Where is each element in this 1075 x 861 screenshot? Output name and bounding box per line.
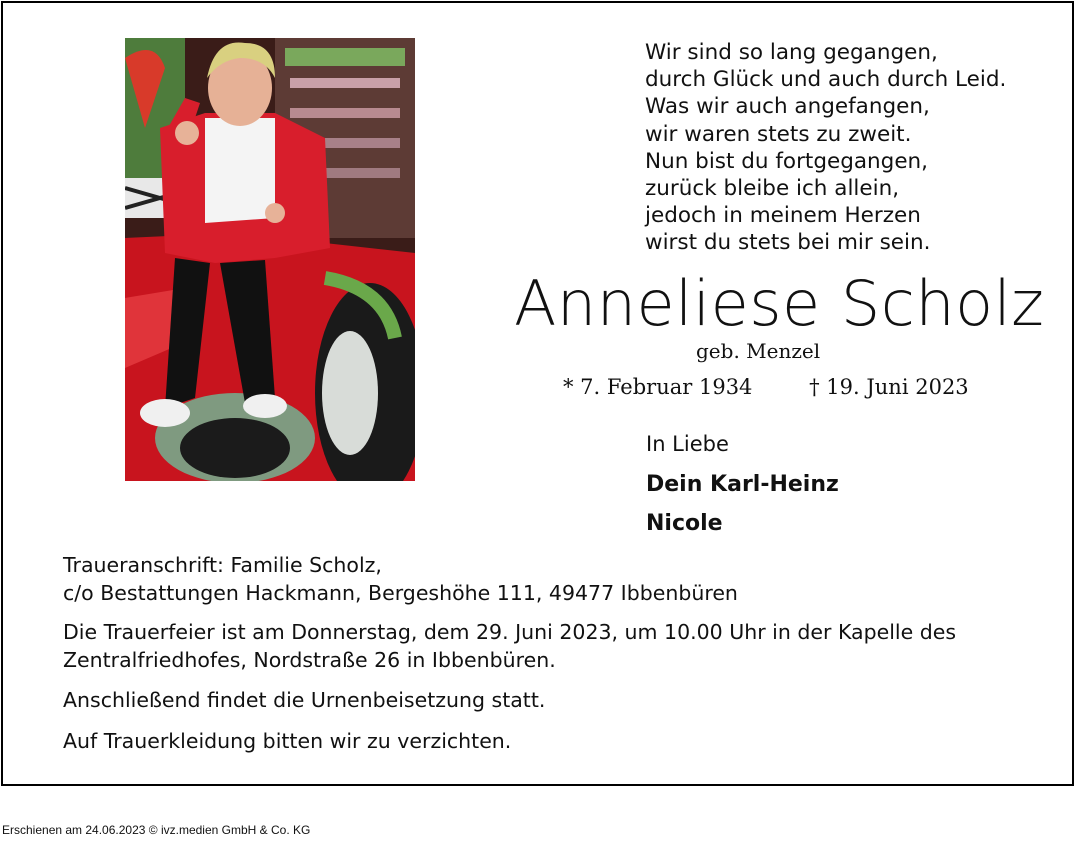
- ceremony-line: Zentralfriedhofes, Nordstraße 26 in Ibbenbüren.: [63, 648, 556, 672]
- death-date: † 19. Juni 2023: [809, 375, 969, 399]
- maiden-name: geb. Menzel: [696, 339, 821, 363]
- mourners-intro: In Liebe: [646, 432, 729, 456]
- portrait-image: [125, 38, 415, 481]
- poem-line: Wir sind so lang gegangen,: [645, 40, 938, 65]
- poem-line: Nun bist du fortgegangen,: [645, 148, 929, 174]
- address-line: c/o Bestattungen Hackmann, Bergeshöhe 111, 49477 Ibbenbüren: [63, 581, 738, 605]
- poem-line: jedoch in meinem Herzen: [645, 203, 921, 229]
- life-dates: [563, 373, 969, 401]
- publication-footer: Erschienen am 24.06.2023 © ivz.medien GmbH & Co. KG: [2, 823, 311, 837]
- mourner-name: Dein Karl-Heinz: [646, 472, 839, 497]
- birth-date: * 7. Februar 1934: [563, 375, 753, 399]
- poem: [645, 39, 1006, 257]
- poem-line: wir waren stets zu zweit.: [645, 121, 912, 147]
- ceremony-notice: [63, 618, 956, 674]
- poem-line: wirst du stets bei mir sein.: [645, 230, 931, 256]
- portrait-photo: [125, 38, 415, 481]
- dress-notice: Auf Trauerkleidung bitten wir zu verzichten.: [63, 729, 512, 753]
- address-line: Traueranschrift: Familie Scholz,: [63, 553, 382, 577]
- mourner-name: Nicole: [646, 511, 723, 536]
- deceased-name: Anneliese Scholz: [514, 267, 1045, 340]
- ceremony-line: Die Trauerfeier ist am Donnerstag, dem 29. Juni 2023, um 10.00 Uhr in der Kapelle des: [63, 620, 957, 644]
- poem-line: durch Glück und auch durch Leid.: [645, 67, 1007, 93]
- urn-notice: Anschließend findet die Urnenbeisetzung statt.: [63, 688, 546, 712]
- poem-line: Was wir auch angefangen,: [645, 94, 930, 120]
- mourning-address: [63, 551, 738, 607]
- poem-line: zurück bleibe ich allein,: [645, 176, 900, 202]
